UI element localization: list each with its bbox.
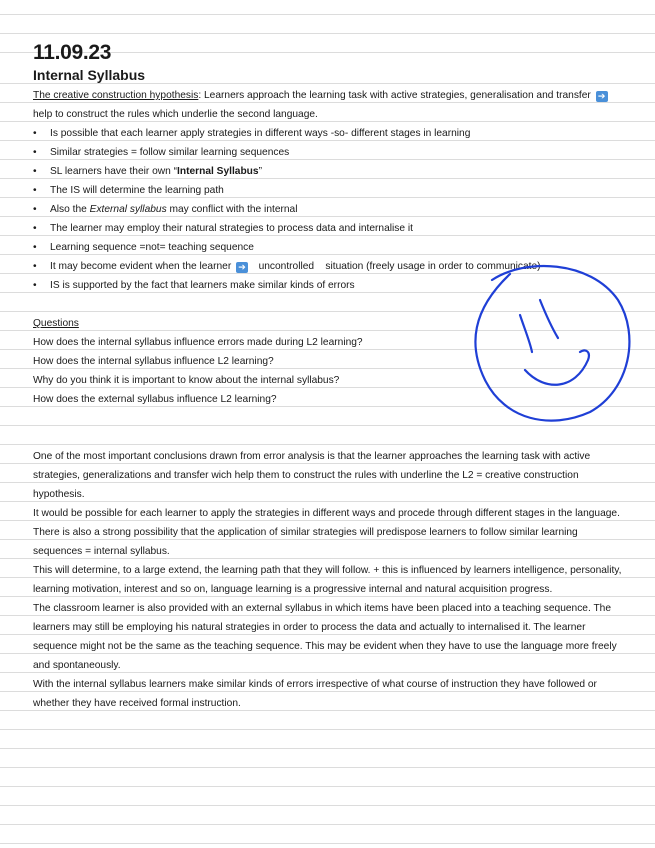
question-item: How does the external syllabus influence L2 learning? [33, 394, 277, 405]
summary-paragraph: One of the most important conclusions drawn from error analysis is that the learner approaches the learning task with active strategies, generalizations and transfer wich help them to construct the rules with underline the L2 = creative construction hypothesis. [33, 451, 591, 500]
bullet-text: Also the [50, 204, 90, 215]
intro-line [33, 86, 628, 105]
bullet-item [33, 162, 628, 181]
bullet-item [33, 200, 628, 219]
bullet-item: • IS is supported by the fact that learners make similar kinds of errors [33, 276, 628, 295]
summary-paragraph: There is also a strong possibility that the application of similar strategies will predispose learners to follow similar learning sequences = internal syllabus. [33, 527, 578, 557]
summary-paragraph: It would be possible for each learner to apply the strategies in different ways and procede through different stages in the language. [33, 508, 620, 519]
right-arrow-emoji-icon: ➔ [236, 262, 248, 273]
questions-heading: Questions [33, 318, 79, 329]
bullet-item: • Learning sequence =not= teaching sequence [33, 238, 628, 257]
intro-text: : Learners approach the learning task with active strategies, generalisation and transfer [198, 90, 591, 101]
bullet-item: • Similar strategies = follow similar learning sequences [33, 143, 628, 162]
bullet-item: • The IS will determine the learning path [33, 181, 628, 200]
bullet-item: • Is possible that each learner apply strategies in different ways -so- different stages in learning [33, 124, 628, 143]
bullet-item: • The learner may employ their natural strategies to process data and internalise it [33, 219, 628, 238]
note-date: 11.09.23 [33, 41, 112, 64]
bullet-text: SL learners have their own “ [50, 166, 178, 177]
external-syllabus-italic: External syllabus [89, 204, 167, 215]
hand-drawn-smiley-icon [470, 260, 640, 430]
hypothesis-term: The creative construction hypothesis [33, 90, 199, 101]
summary-paragraph: With the internal syllabus learners make similar kinds of errors irrespective of what course of instruction they have followed or whether they have received formal instruction. [33, 679, 597, 709]
summary-paragraph: The classroom learner is also provided with an external syllabus in which items have been placed into a teaching sequence. The learners may still be employing his natural strategies in order to process the data and actually to internalised it. The learner sequence might not be the same as the teaching sequence. This may be evident when they have to use the language more freely and spontaneously. [33, 603, 617, 671]
note-title: Internal Syllabus [33, 67, 146, 83]
question-item: How does the internal syllabus influence L2 learning? [33, 356, 274, 367]
question-item: Why do you think it is important to know about the internal syllabus? [33, 375, 340, 386]
summary-paragraph: This will determine, to a large extend, the learning path that they will follow. + this is influenced by learners intelligence, personality, learning motivation, interest and so on, language learning is a progressive internal and natural acquisition progress. [33, 565, 622, 595]
question-item: How does the internal syllabus influence errors made during L2 learning? [33, 337, 363, 348]
bullet-text: ” [258, 166, 262, 177]
bullet-text: may conflict with the internal [166, 204, 298, 215]
summary-section [33, 447, 628, 713]
bullet-text: uncontrolled situation (freely usage in order to communicate) [258, 261, 541, 272]
right-arrow-emoji-icon: ➔ [596, 91, 608, 102]
bullet-text: It may become evident when the learner [50, 261, 232, 272]
intro-continuation: help to construct the rules which underlie the second language. [33, 109, 318, 120]
internal-syllabus-bold: Internal Syllabus [177, 166, 259, 177]
